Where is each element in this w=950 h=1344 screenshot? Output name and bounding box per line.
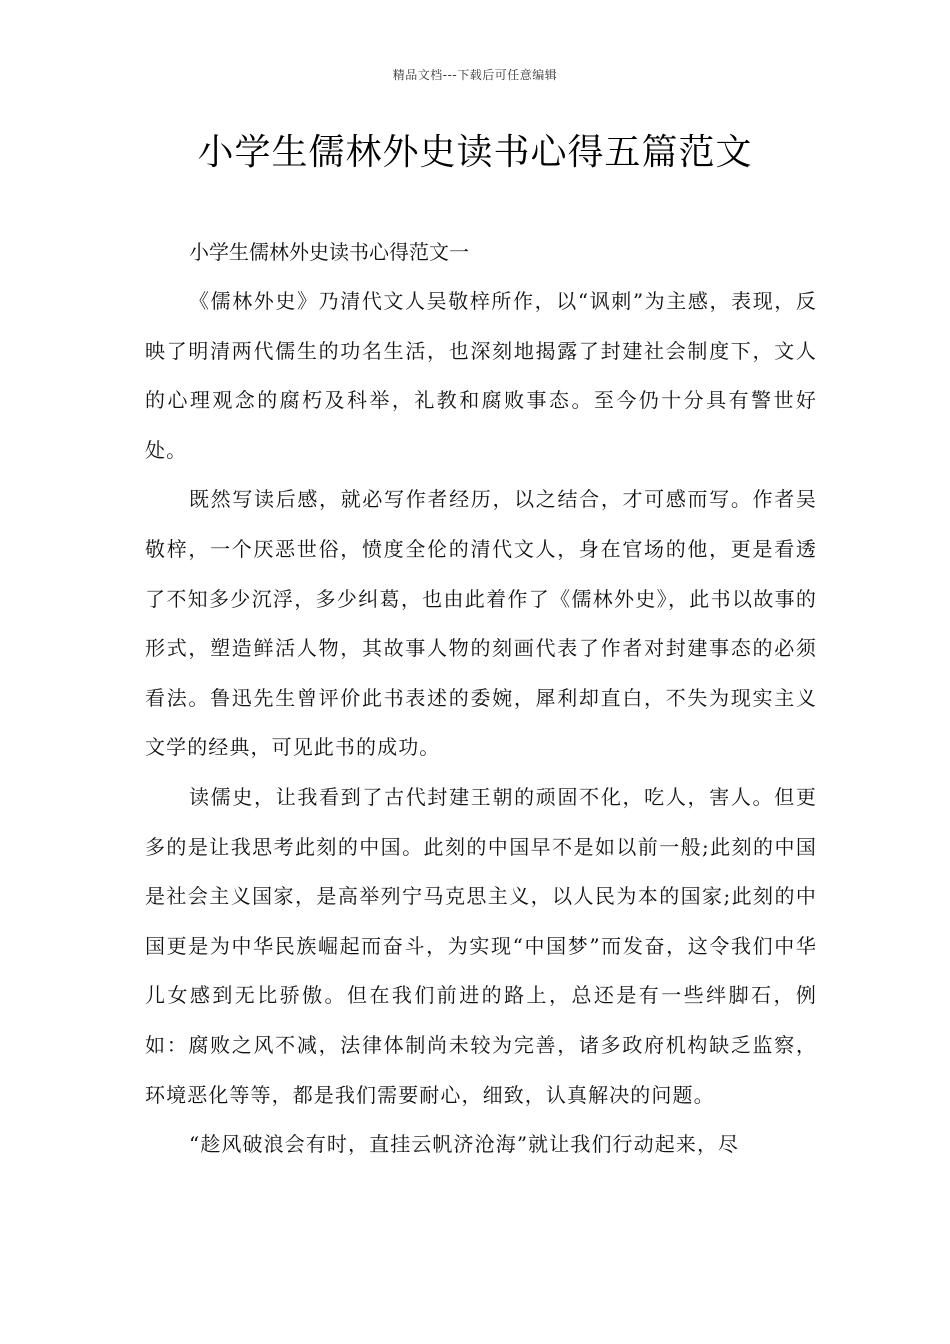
document-body [145,227,817,1170]
paragraph-2: 既然写读后感，就必写作者经历，以之结合，才可感而写。作者吴敬梓，一个厌恶世俗，愤度全伦的清代文人，身在官场的他，更是看透了不知多少沉浮，多少纠葛，也由此着作了《儒林外史》，此书以故事的形式，塑造鲜活人物，其故事人物的刻画代表了作者对封建事态的必须看法。鲁迅先生曾评价此书表述的委婉，犀利却直白，不失为现实主义文学的经典，可见此书的成功。 [145,487,817,760]
section-heading: 小学生儒林外史读书心得范文一 [189,240,469,264]
paragraph-3: 读儒史，让我看到了古代封建王朝的顽固不化，吃人，害人。但更多的是让我思考此刻的中国。此刻的中国早不是如以前一般;此刻的中国是社会主义国家，是高举列宁马克思主义，以人民为本的国家;此刻的中国更是为中华民族崛起而奋斗，为实现“中国梦”而发奋，这令我们中华儿女感到无比骄傲。但在我们前进的路上，总还是有一些绊脚石，例如：腐败之风不减，法律体制尚未较为完善，诸多政府机构缺乏监察，环境恶化等等，都是我们需要耐心，细致，认真解决的问题。 [145,784,817,1107]
paragraph-1: 《儒林外史》乃清代文人吴敬梓所作，以“讽刺”为主感，表现，反映了明清两代儒生的功名生活，也深刻地揭露了封建社会制度下，文人的心理观念的腐朽及科举，礼教和腐败事态。至今仍十分具有警世好处。 [145,289,817,462]
document-title: 小学生儒林外史读书心得五篇范文 [197,132,753,173]
header-note: 精品文档---下载后可任意编辑 [392,68,558,82]
paragraph-4: “趁风破浪会有时，直挂云帆济沧海”就让我们行动起来，尽 [189,1132,740,1157]
